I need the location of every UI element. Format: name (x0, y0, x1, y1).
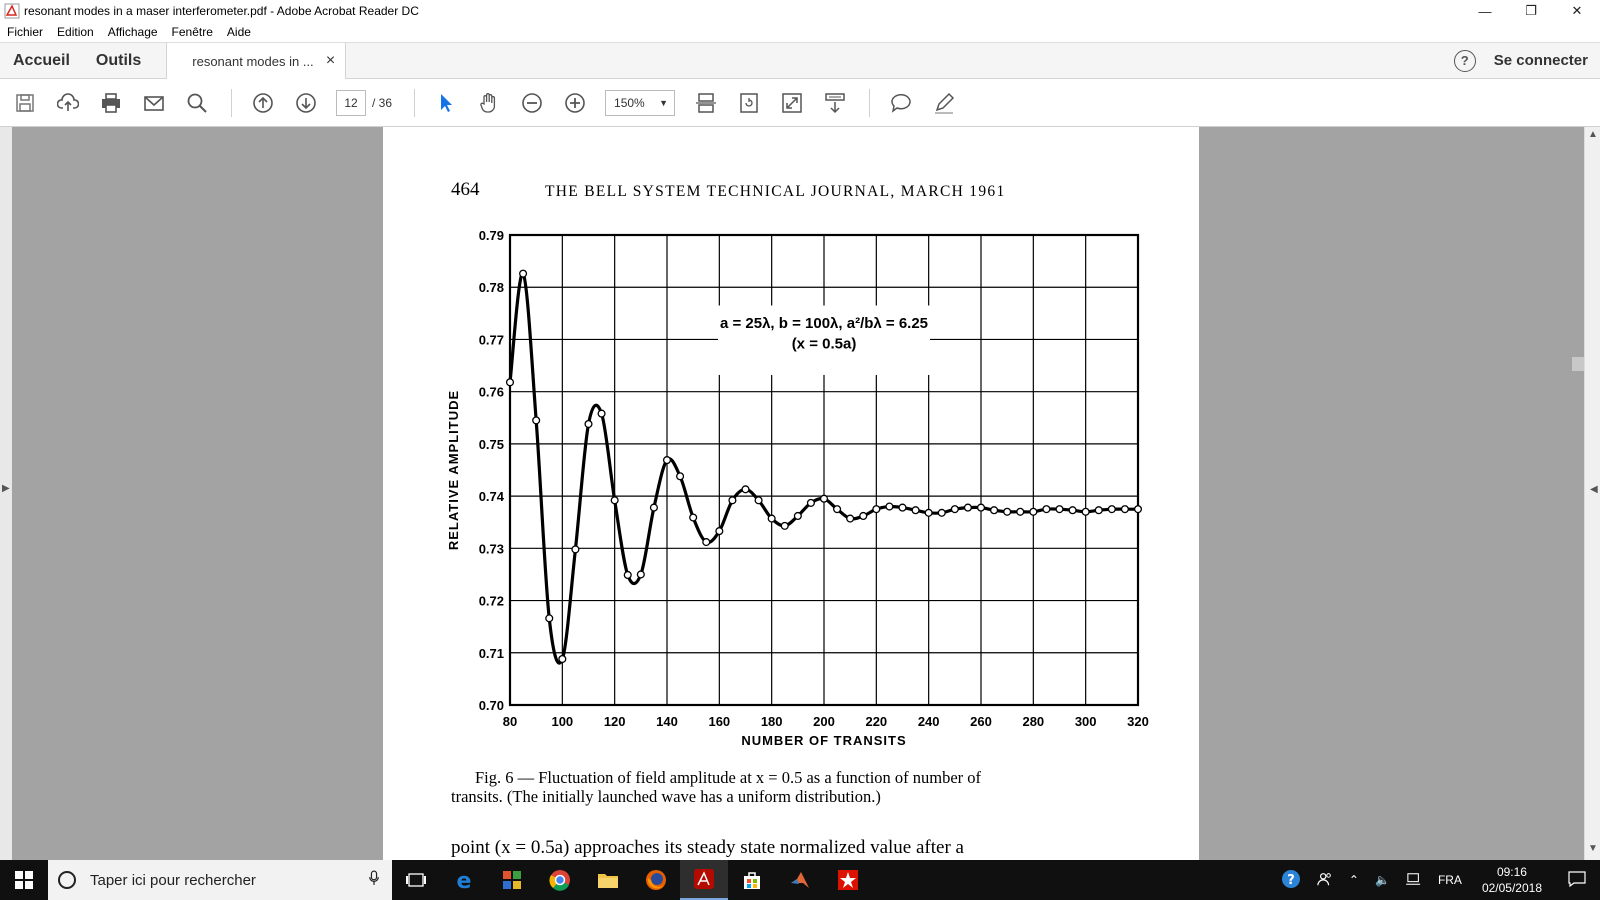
y-tick-label: 0.79 (478, 228, 504, 243)
scroll-thumb[interactable] (1572, 357, 1584, 371)
system-tray (1273, 860, 1600, 900)
y-tick-label: 0.72 (478, 593, 504, 609)
data-point (1056, 506, 1063, 513)
data-point (1030, 508, 1037, 515)
data-point (520, 270, 527, 277)
toolbar-divider (231, 89, 232, 117)
data-point (1082, 508, 1089, 515)
data-point (912, 507, 919, 514)
fullscreen-icon[interactable] (779, 90, 805, 116)
title-bar (0, 0, 1600, 22)
x-tick-label: 180 (760, 714, 783, 729)
signin-button[interactable]: Se connecter (1493, 52, 1588, 69)
data-point (834, 506, 841, 513)
previous-page-icon[interactable] (250, 90, 276, 116)
data-point (768, 515, 775, 522)
tab-document-label: resonant modes in ... (192, 53, 314, 69)
scroll-down-icon[interactable]: ▼ (1588, 843, 1598, 854)
chrome-icon[interactable] (536, 860, 584, 900)
data-point (886, 503, 893, 510)
window-title: resonant modes in a maser interferometer.pdf - Adobe Acrobat Reader DC (24, 4, 419, 18)
clock-date: 02/05/2018 (1481, 881, 1542, 895)
expand-right-icon[interactable]: ◀ (1590, 484, 1598, 495)
menu-edition[interactable]: Edition (57, 25, 94, 39)
data-point (546, 615, 553, 622)
zoom-value: 150% (614, 95, 645, 110)
data-point (847, 515, 854, 522)
chevron-up-icon[interactable]: ⌃ (1348, 873, 1359, 887)
data-point (781, 522, 788, 529)
taskbar-search-placeholder: Taper ici pour rechercher (90, 871, 256, 889)
taskbar-search[interactable] (48, 860, 392, 900)
minimize-button[interactable]: — (1478, 3, 1492, 19)
y-tick-label: 0.74 (478, 489, 504, 505)
hand-tool-icon[interactable] (476, 90, 502, 116)
caption-line-1: Fig. 6 — Fluctuation of field amplitude at x = 0.5 as a function of number of (475, 768, 982, 787)
data-point (978, 504, 985, 511)
data-point (1095, 507, 1102, 514)
data-point (1135, 506, 1142, 513)
volume-icon[interactable]: 🔈 (1374, 873, 1390, 887)
restore-button[interactable]: ❐ (1525, 3, 1537, 18)
x-tick-label: 220 (865, 714, 888, 729)
x-tick-label: 160 (708, 714, 731, 729)
data-point (664, 457, 671, 464)
data-point (716, 528, 723, 535)
y-axis-label: RELATIVE AMPLITUDE (446, 389, 461, 551)
print-icon[interactable] (98, 90, 124, 116)
toolbar (0, 79, 1600, 127)
search-icon[interactable] (184, 90, 210, 116)
left-panel-toggle[interactable] (0, 127, 12, 860)
x-tick-label: 240 (917, 714, 940, 729)
data-point (808, 500, 815, 507)
people-icon[interactable] (1309, 871, 1341, 890)
data-point (860, 513, 867, 520)
menu-affichage[interactable]: Affichage (107, 25, 158, 39)
y-tick-label: 0.71 (478, 645, 504, 661)
menu-fenetre[interactable]: Fenêtre (171, 25, 213, 39)
upload-cloud-icon[interactable] (55, 90, 81, 116)
edge-icon[interactable] (440, 860, 488, 900)
comment-icon[interactable] (888, 90, 914, 116)
data-point (729, 497, 736, 504)
figure-caption (451, 768, 1161, 806)
figure-chart (383, 217, 1199, 777)
page-number: 464 (451, 179, 480, 200)
save-icon[interactable] (12, 90, 38, 116)
x-tick-label: 260 (970, 714, 992, 729)
next-page-icon[interactable] (293, 90, 319, 116)
toolbar-divider (414, 89, 415, 117)
y-tick-label: 0.75 (478, 436, 504, 452)
menu-aide[interactable]: Aide (226, 25, 251, 39)
data-point (742, 486, 749, 493)
y-tick-label: 0.70 (478, 698, 504, 713)
rotate-icon[interactable] (736, 90, 762, 116)
clock-time: 09:16 (1496, 865, 1527, 879)
y-tick-label: 0.76 (478, 384, 504, 400)
x-tick-label: 200 (813, 714, 835, 729)
expand-left-icon[interactable]: ▶ (2, 483, 10, 494)
data-point (703, 539, 710, 546)
page-number-input[interactable]: 12 (336, 90, 366, 116)
store-icon[interactable] (728, 860, 776, 900)
email-icon[interactable] (141, 90, 167, 116)
close-tab-icon[interactable]: × (325, 52, 336, 69)
zoom-out-icon[interactable] (519, 90, 545, 116)
file-explorer-icon[interactable] (584, 860, 632, 900)
scroll-up-icon[interactable]: ▲ (1588, 129, 1598, 140)
x-tick-label: 100 (551, 714, 574, 729)
data-point (938, 509, 945, 516)
tab-bar (0, 42, 1600, 79)
page-view-icon[interactable] (693, 90, 719, 116)
photos-app-icon[interactable] (488, 860, 536, 900)
body-text-fragment: point (x = 0.5a) approaches its steady state normalized value after a (451, 837, 964, 858)
data-point (559, 656, 566, 663)
page-header: THE BELL SYSTEM TECHNICAL JOURNAL, MARCH 1961 (545, 183, 1006, 200)
task-view-icon[interactable] (392, 860, 440, 900)
windows-start-icon[interactable] (0, 860, 48, 900)
microphone-icon[interactable] (368, 870, 380, 890)
data-point (755, 497, 762, 504)
chart-annotation-params: a = 25λ, b = 100λ, a²/bλ = 6.25 (719, 314, 929, 332)
x-tick-label: 300 (1074, 714, 1097, 729)
data-point (690, 514, 697, 521)
y-tick-label: 0.73 (478, 541, 504, 557)
matlab-icon[interactable] (776, 860, 824, 900)
svg-text:e: e (456, 869, 472, 891)
data-point (899, 504, 906, 511)
data-point (572, 546, 579, 553)
y-tick-label: 0.78 (478, 280, 504, 296)
data-point (533, 417, 540, 424)
select-cursor-icon[interactable] (433, 90, 459, 116)
data-point (1017, 508, 1024, 515)
chart-annotation-position: (x = 0.5a) (791, 335, 857, 353)
language-indicator[interactable]: FRA (1437, 873, 1462, 887)
tab-accueil[interactable]: Accueil (13, 51, 70, 69)
cortana-icon (58, 871, 76, 889)
x-tick-label: 80 (502, 714, 518, 729)
firefox-icon[interactable] (632, 860, 680, 900)
acrobat-taskbar-icon[interactable] (680, 860, 728, 900)
zoom-in-icon[interactable] (562, 90, 588, 116)
menu-fichier[interactable]: Fichier (7, 25, 44, 39)
data-point (873, 506, 880, 513)
data-point (585, 421, 592, 428)
help-icon[interactable]: ? (1454, 50, 1476, 72)
page-total: / 36 (372, 95, 393, 110)
pdf-page (383, 127, 1199, 860)
notifications-icon[interactable] (1554, 871, 1600, 890)
data-point (925, 509, 932, 516)
data-point (794, 513, 801, 520)
data-point (1069, 507, 1076, 514)
draw-pen-icon[interactable] (931, 90, 957, 116)
x-tick-label: 140 (656, 714, 678, 729)
y-tick-label: 0.77 (478, 332, 504, 348)
data-point (821, 495, 828, 502)
data-point (1043, 506, 1050, 513)
data-point (951, 506, 958, 513)
close-window-button[interactable]: ✕ (1571, 3, 1583, 18)
x-tick-label: 280 (1022, 714, 1045, 729)
acrobat-icon (4, 3, 20, 19)
network-icon[interactable] (1398, 872, 1430, 889)
data-point (677, 473, 684, 480)
help-tray-icon[interactable] (1273, 869, 1309, 892)
data-point (507, 379, 514, 386)
chevron-down-icon: ▼ (659, 97, 669, 108)
wolfram-icon[interactable] (824, 860, 872, 900)
svg-text:?: ? (1287, 872, 1295, 888)
data-point (624, 572, 631, 579)
data-point (1108, 506, 1115, 513)
menu-bar (0, 22, 1600, 42)
zoom-select[interactable] (605, 90, 675, 116)
x-tick-label: 120 (603, 714, 626, 729)
taskbar (0, 860, 1600, 900)
toolbar-divider (869, 89, 870, 117)
tab-outils[interactable]: Outils (95, 51, 142, 69)
data-point (651, 504, 658, 511)
data-point (991, 507, 998, 514)
data-point (1122, 506, 1129, 513)
caption-line-2: transits. (The initially launched wave has a uniform distribution.) (451, 787, 881, 806)
data-point (598, 410, 605, 417)
tab-document[interactable] (166, 43, 346, 79)
data-point (611, 497, 618, 504)
clock[interactable] (1470, 864, 1554, 896)
scroll-mode-icon[interactable] (822, 90, 848, 116)
data-point (1004, 508, 1011, 515)
data-point (965, 504, 972, 511)
x-axis-label: NUMBER OF TRANSITS (741, 733, 907, 748)
x-tick-label: 320 (1127, 714, 1149, 729)
data-point (637, 571, 644, 578)
